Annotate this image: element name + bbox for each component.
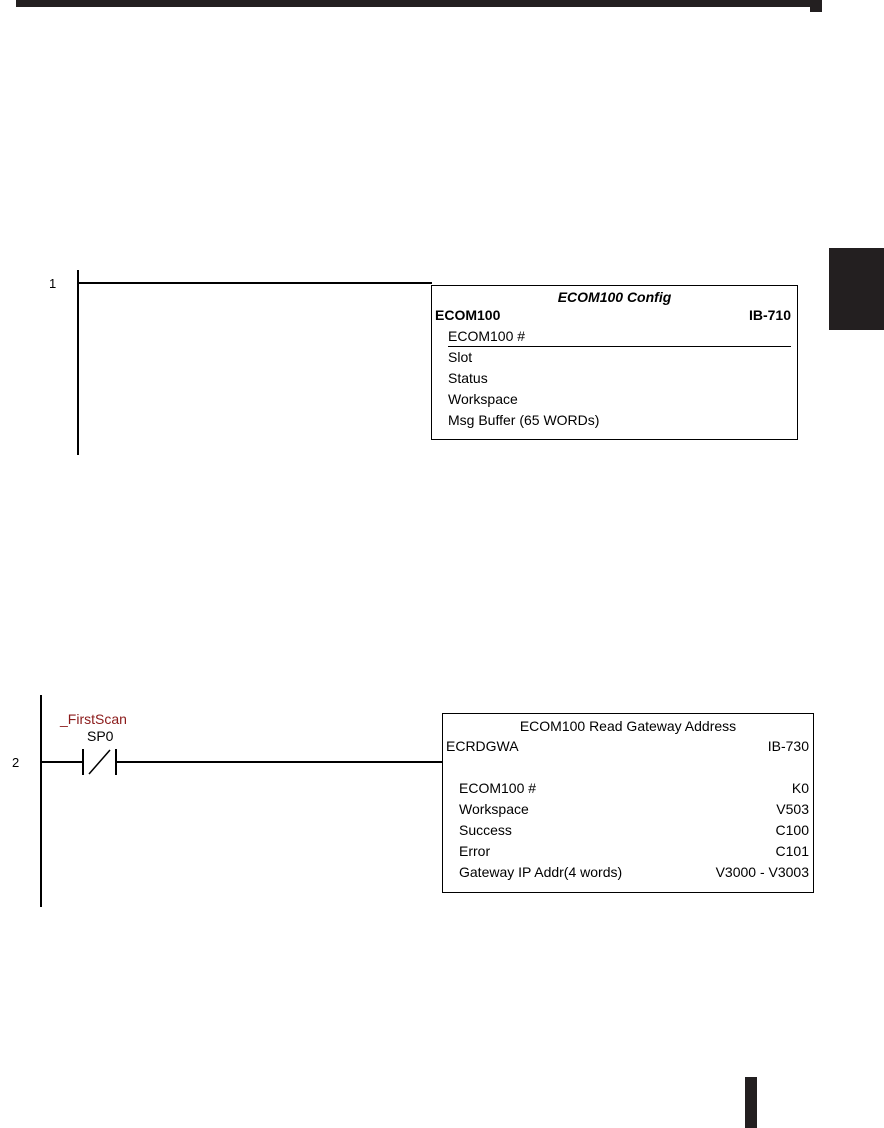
param-label: Workspace bbox=[448, 391, 518, 407]
instruction-mnemonic: ECRDGWA bbox=[446, 738, 519, 754]
param-divider bbox=[448, 346, 791, 347]
chapter-side-tab bbox=[829, 248, 884, 330]
param-label: Gateway IP Addr(4 words) bbox=[459, 864, 623, 880]
param-label: Msg Buffer (65 WORDs) bbox=[448, 412, 600, 428]
instruction-mnemonic: ECOM100 bbox=[435, 307, 501, 323]
param-value: C100 bbox=[775, 822, 809, 838]
left-power-rail bbox=[40, 695, 42, 907]
param-label: Slot bbox=[448, 349, 473, 365]
contact-nickname: _FirstScan bbox=[60, 711, 127, 727]
param-label: Error bbox=[459, 843, 491, 859]
rung-wire bbox=[41, 761, 82, 763]
instruction-title: ECOM100 Read Gateway Address bbox=[519, 718, 737, 734]
param-value: C101 bbox=[775, 843, 809, 859]
left-power-rail bbox=[77, 270, 79, 455]
ecom100-config-box[interactable] bbox=[431, 285, 798, 440]
param-label: Success bbox=[459, 822, 512, 838]
param-value: V503 bbox=[776, 801, 809, 817]
param-label: Status bbox=[448, 370, 488, 386]
header-rule bbox=[16, 0, 810, 7]
instruction-title: ECOM100 Config bbox=[557, 289, 672, 305]
param-label: Workspace bbox=[459, 801, 529, 817]
instruction-ib-code: IB-730 bbox=[767, 738, 809, 754]
instruction-ib-code: IB-710 bbox=[748, 307, 791, 323]
rung-wire bbox=[78, 282, 432, 284]
header-rule-end-block bbox=[810, 0, 822, 12]
rung-number: 1 bbox=[49, 276, 57, 291]
param-value: V3000 - V3003 bbox=[715, 864, 809, 880]
param-label: ECOM100 # bbox=[459, 780, 537, 796]
rung-wire bbox=[117, 761, 443, 763]
normally-closed-contact-icon[interactable] bbox=[80, 748, 120, 776]
footer-bar bbox=[745, 1077, 757, 1128]
param-label: ECOM100 # bbox=[448, 328, 526, 344]
contact-address: SP0 bbox=[87, 728, 114, 744]
ecom100-read-gateway-box[interactable] bbox=[442, 713, 814, 893]
param-value: K0 bbox=[791, 780, 809, 796]
rung-number: 2 bbox=[12, 755, 20, 770]
